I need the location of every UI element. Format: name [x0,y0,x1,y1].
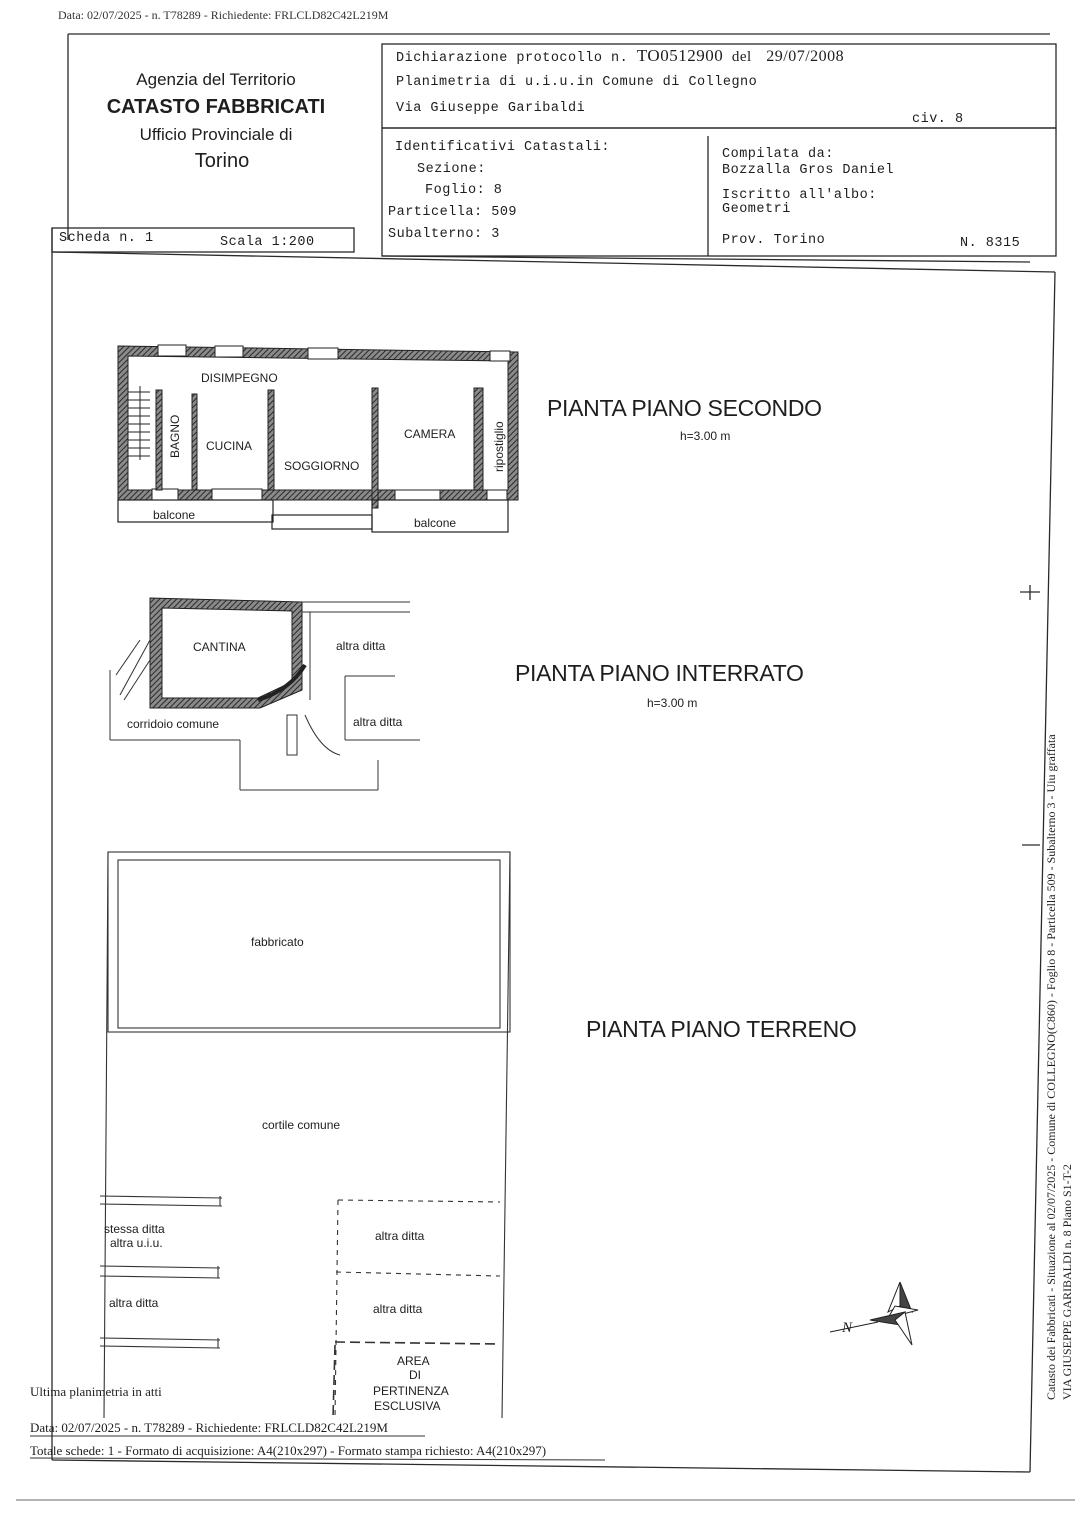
basement-altra-ditta-1: altra ditta [336,639,386,653]
basement-altra-ditta-2: altra ditta [353,715,403,729]
planimetry-line: Planimetria di u.i.u.in Comune di Collegno [396,75,758,90]
area-label-3: PERTINENZA [373,1384,449,1398]
compiler-name: Bozzalla Gros Daniel [722,163,895,178]
agency-name: Agenzia del Territorio [136,70,296,89]
area-label-1: AREA [397,1354,430,1368]
ground-altra-ditta-right-2: altra ditta [373,1302,423,1316]
balcony-right: balcone [414,516,457,530]
identifier-subalterno: Subalterno: 3 [388,227,500,242]
civic-number: civ. 8 [912,112,964,127]
office-city: Torino [194,150,250,172]
compass-north-label: N [842,1320,853,1336]
balcony-left: balcone [153,508,196,522]
ground-stessa-ditta: stessa ditta [104,1222,165,1236]
identifiers-title: Identificativi Catastali: [395,140,611,155]
room-soggiorno: SOGGIORNO [284,459,360,473]
albo-value: Geometri [722,202,791,217]
compiler-province: Prov. Torino [722,233,826,248]
protocol-number: TO0512900 [636,46,724,65]
second-floor-title: PIANTA PIANO SECONDO [547,395,822,421]
ground-fabbricato: fabbricato [251,935,304,949]
side-info-line-1: Catasto dei Fabbricati - Situazione al 02/07/2025 - Comune di COLLEGNO(C860) - Foglio 8 - Particella 509 - Subalterno 3 - Uiu graffata [1044,734,1058,1400]
room-cantina: CANTINA [193,640,246,654]
footer-totale: Totale schede: 1 - Formato di acquisizione: A4(210x297) - Formato stampa richiesto: A4(210x297) [30,1443,547,1458]
room-camera: CAMERA [404,427,456,441]
room-cucina: CUCINA [206,439,253,453]
office-label: Ufficio Provinciale di [139,125,293,144]
catasto-title: CATASTO FABBRICATI [106,96,326,118]
declaration-label: Dichiarazione protocollo n. [396,51,629,66]
ground-cortile: cortile comune [262,1118,341,1132]
room-ripostiglio: ripostiglio [492,421,506,472]
identifier-particella: Particella: 509 [388,205,518,220]
sheet-scale: Scala 1:200 [220,235,315,250]
room-disimpegno: DISIMPEGNO [201,371,278,385]
sheet-number: Scheda n. 1 [59,231,154,246]
basement-height: h=3.00 m [647,696,698,710]
albo-label: Iscritto all'albo: [722,188,877,203]
area-label-4: ESCLUSIVA [374,1399,441,1413]
ground-floor-title: PIANTA PIANO TERRENO [586,1016,857,1042]
second-floor-height: h=3.00 m [680,429,731,443]
compiler-number: N. 8315 [960,236,1021,251]
address-line: Via Giuseppe Garibaldi [396,101,586,116]
date-label: del [731,49,752,65]
top-stamp: Data: 02/07/2025 - n. T78289 - Richiedente: FRLCLD82C42L219M [58,8,389,22]
footer-data: Data: 02/07/2025 - n. T78289 - Richiedente: FRLCLD82C42L219M [30,1420,388,1435]
area-label-2: DI [409,1368,421,1382]
ground-altra-ditta-right-1: altra ditta [375,1229,425,1243]
side-info-line-2: VIA GIUSEPPE GARIBALDI n. 8 Piano S1-T-2 [1060,1164,1074,1400]
identifier-foglio: Foglio: 8 [425,183,503,198]
room-bagno: BAGNO [168,414,182,458]
compiler-label: Compilata da: [722,147,834,162]
basement-title: PIANTA PIANO INTERRATO [515,660,804,686]
footer-last-plan: Ultima planimetria in atti [30,1384,162,1399]
ground-altra-ditta-left: altra ditta [109,1296,159,1310]
basement-corridor: corridoio comune [127,717,220,731]
ground-altra-uiu: altra u.i.u. [110,1236,163,1250]
declaration-date: 29/07/2008 [766,48,845,65]
identifier-sezione: Sezione: [417,162,486,177]
